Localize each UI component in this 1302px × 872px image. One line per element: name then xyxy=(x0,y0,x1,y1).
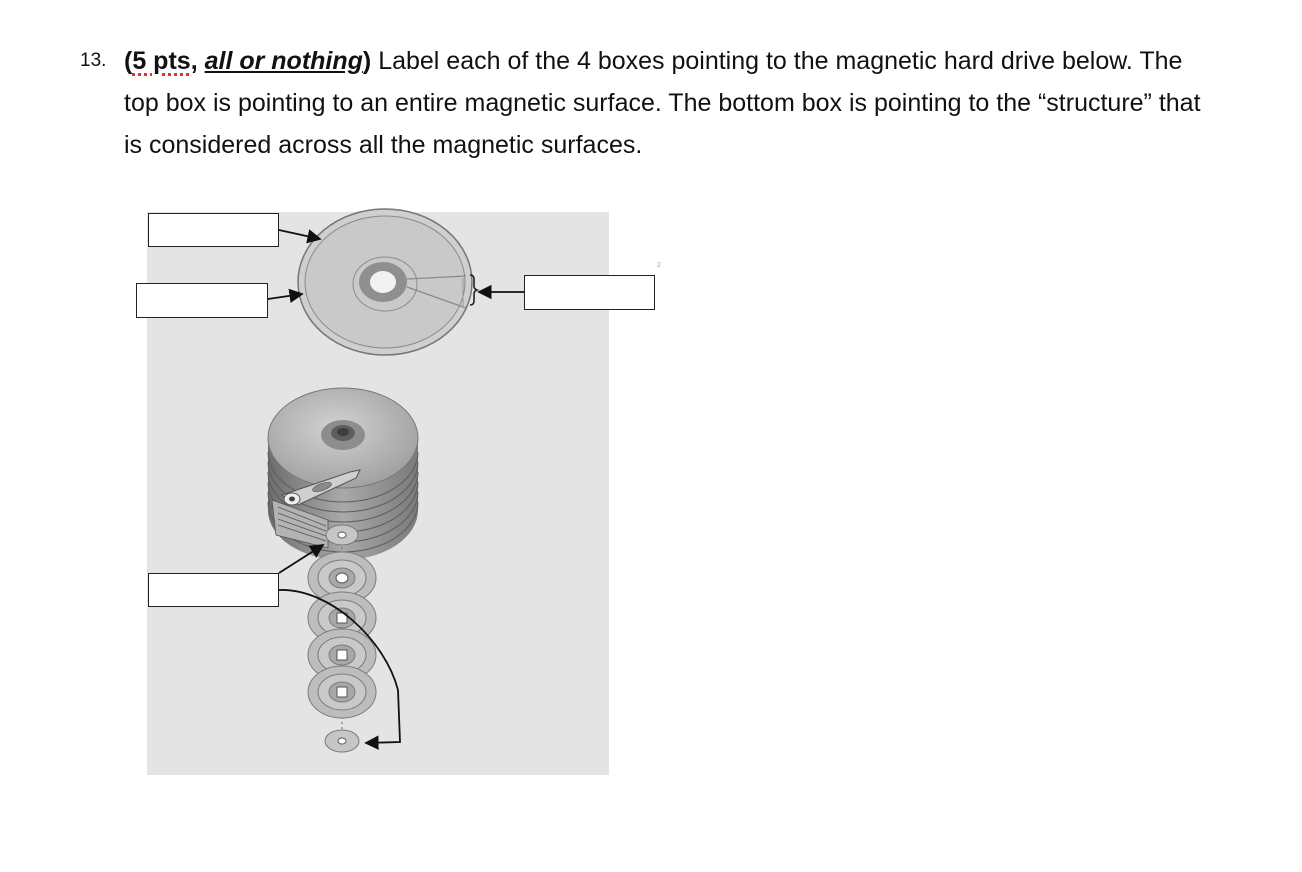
points-label: 5 pts xyxy=(132,47,191,75)
grading-rule: all or nothing xyxy=(204,47,363,75)
instructions-text: Label each of the 4 boxes pointing to the magnetic hard drive below. The top box is pointing to an entire magnetic surface. The bottom box is pointing to the “structure” that is considered across all the magnetic surfaces. xyxy=(124,47,1201,159)
label-box-right[interactable] xyxy=(524,275,655,310)
label-box-entire-surface[interactable] xyxy=(148,213,279,247)
label-box-structure[interactable] xyxy=(148,573,279,607)
points-open-paren: ( xyxy=(124,47,133,75)
corner-mark: 2 xyxy=(657,262,661,269)
points-close-paren: ) xyxy=(362,47,372,75)
label-box-second[interactable] xyxy=(136,283,268,318)
points-comma: , xyxy=(190,47,205,75)
question-number: 13. xyxy=(80,50,107,71)
